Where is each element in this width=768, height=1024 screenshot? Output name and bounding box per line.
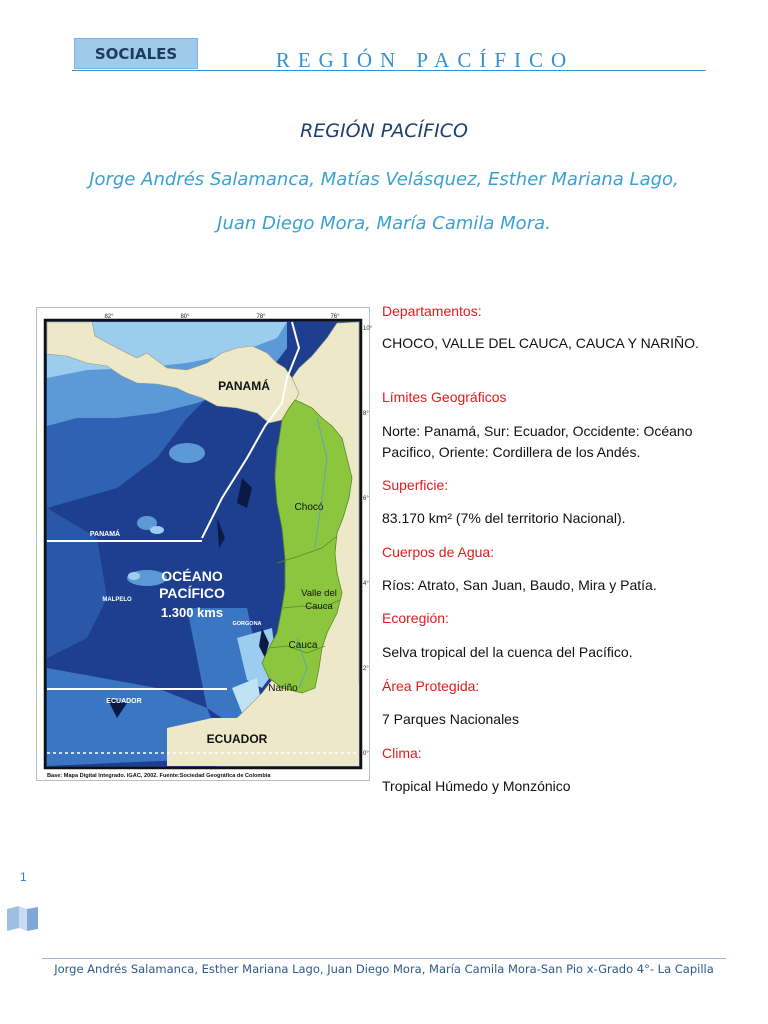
info-value-cuerpos-agua: Ríos: Atrato, San Juan, Baudo, Mira y Patía.: [382, 577, 657, 593]
info-value-clima: Tropical Húmedo y Monzónico: [382, 778, 571, 794]
map-label-panama: PANAMÁ: [218, 379, 270, 393]
authors-line-1: Jorge Andrés Salamanca, Matías Velásquez, Esther Mariana Lago,: [89, 169, 679, 190]
map-label-narino: Nariño: [268, 683, 298, 694]
header-title: REGIÓN PACÍFICO: [275, 48, 575, 72]
region-map: [36, 307, 373, 781]
info-label-cuerpos-agua: Cuerpos de Agua:: [382, 544, 495, 560]
map-label-ocean-1: OCÉANO: [161, 568, 223, 584]
longitude-tick: 82°: [104, 314, 114, 320]
map-label-panama-sea: PANAMÁ: [89, 531, 121, 538]
map-label-gorgona: GORGONA: [232, 621, 262, 627]
info-label-departamentos: Departamentos:: [382, 303, 482, 319]
longitude-tick: 76°: [330, 314, 340, 320]
latitude-tick: 4°: [363, 581, 369, 587]
document-title: REGIÓN PACÍFICO: [300, 120, 468, 142]
latitude-tick: 6°: [363, 496, 369, 502]
longitude-tick: 80°: [180, 314, 190, 320]
info-label-clima: Clima:: [382, 745, 422, 761]
longitude-tick: 78°: [256, 314, 266, 320]
map-label-ecuador: ECUADOR: [206, 732, 268, 746]
info-value-area-protegida: 7 Parques Nacionales: [382, 711, 519, 727]
map-label-malpelo: MALPELO: [102, 597, 132, 603]
latitude-tick: 8°: [363, 411, 369, 417]
info-label-limites: Límites Geográficos: [382, 389, 507, 405]
map-label-choco: Chocó: [294, 502, 324, 513]
authors-line-2: Juan Diego Mora, María Camila Mora.: [217, 213, 551, 234]
info-label-area-protegida: Área Protegida:: [382, 678, 480, 694]
map-label-cauca: Cauca: [288, 640, 318, 651]
header-rule: [72, 70, 706, 71]
map-label-ocean-2: PACÍFICO: [159, 585, 225, 601]
info-value-superficie: 83.170 km² (7% del territorio Nacional).: [382, 510, 626, 526]
info-label-ecoregion: Ecoregión:: [382, 610, 449, 626]
section-badge: [74, 38, 198, 69]
info-label-superficie: Superficie:: [382, 477, 449, 493]
footer-rule: [42, 958, 726, 959]
footer-text: Jorge Andrés Salamanca, Esther Mariana Lago, Juan Diego Mora, María Camila Mora-San Pio x-Grado 4°- La Capilla: [54, 962, 714, 976]
section-badge-label: SOCIALES: [94, 45, 178, 63]
info-value-departamentos: CHOCO, VALLE DEL CAUCA, CAUCA Y NARIÑO.: [382, 335, 699, 351]
latitude-tick: 10°: [363, 326, 373, 332]
map-label-valle-2: Cauca: [305, 601, 333, 612]
map-caption: Base: Mapa Digital Integrado. IGAC, 2002. Fuente:Sociedad Geográfica de Colombia: [47, 773, 271, 779]
map-label-valle-1: Valle del: [301, 588, 337, 599]
map-label-ecuador-sea: ECUADOR: [106, 698, 142, 705]
latitude-tick: 2°: [363, 666, 369, 672]
info-value-limites: Norte: Panamá, Sur: Ecuador, Occidente: Océano Pacifico, Oriente: Cordillera de los Andés.: [382, 423, 693, 460]
map-label-ocean-3: 1.300 kms: [160, 605, 224, 620]
info-value-ecoregion: Selva tropical del la cuenca del Pacífico.: [382, 644, 633, 660]
document-logo-icon: [5, 905, 39, 932]
latitude-tick: 0°: [363, 751, 369, 757]
page-number: 1: [20, 870, 27, 884]
